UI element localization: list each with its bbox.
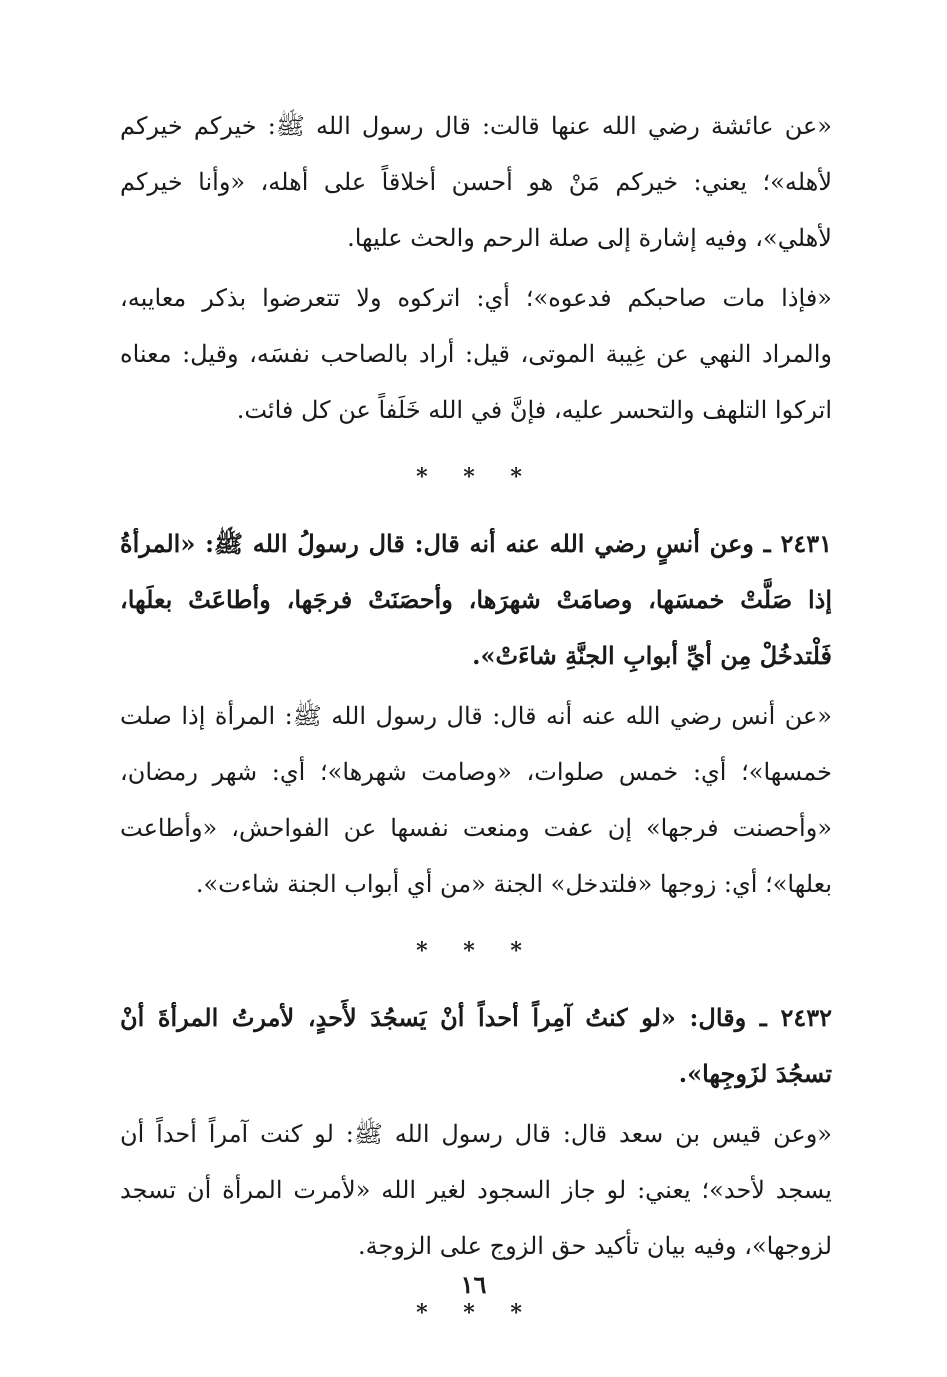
page-body <box>120 98 832 1352</box>
commentary-paragraph-death: «فإذا مات صاحبكم فدعوه»؛ أي: اتركوه ولا تتعرضوا بذكر معايبه، والمراد النهي عن غِيبة الموتى، قيل: أراد بالصاحب نفسَه، وقيل: معناه اتركوا التلهف والتحسر عليه، فإنَّ في الله خَلَفاً عن كل فائت. <box>120 284 832 424</box>
commentary-2431: «عن أنس رضي الله عنه أنه قال: قال رسول الله ﷺ: المرأة إذا صلت خمسها»؛ أي: خمس صلوات، «وصامت شهرها»؛ أي: شهر رمضان، «وأحصنت فرجها» إن عفت ومنعت نفسها عن الفواحش، «وأطاعت بعلها»؛ أي: زوجها «فلتدخل» الجنة «من أي أبواب الجنة شاءت». <box>120 702 832 898</box>
commentary-2432: «وعن قيس بن سعد قال: قال رسول الله ﷺ: لو كنت آمراً أحداً أن يسجد لأحد»؛ يعني: لو جاز السجود لغير الله «لأمرت المرأة أن تسجد لزوجها»، وفيه بيان تأكيد حق الزوج على الزوجة. <box>120 1120 832 1260</box>
section-separator: * * * <box>416 1300 536 1326</box>
page-number: ١٦ <box>460 1270 487 1299</box>
hadith-2431: ٢٤٣١ ـ وعن أنسٍ رضي الله عنه أنه قال: قال رسولُ الله ﷺ: «المرأةُ إذا صَلَّتْ خمسَها، وصامَتْ شهرَها، وأحصَنَتْ فرجَها، وأطاعَتْ بعلَها، فَلْتدخُلْ مِن أيِّ أبوابِ الجنَّةِ شاءَتْ». <box>120 529 832 670</box>
section-separator: * * * <box>416 938 536 964</box>
commentary-paragraph-aisha: «عن عائشة رضي الله عنها قالت: قال رسول الله ﷺ: خيركم خيركم لأهله»؛ يعني: خيركم مَنْ هو أحسن أخلاقاً على أهله، «وأنا خيركم لأهلي»، وفيه إشارة إلى صلة الرحم والحث عليها. <box>120 112 832 252</box>
section-separator: * * * <box>416 464 536 490</box>
hadith-2432: ٢٤٣٢ ـ وقال: «لو كنتُ آمِراً أحداً أنْ يَسجُدَ لأَحدٍ، لأمرتُ المرأةَ أنْ تسجُدَ لزَوجِها». <box>120 1003 832 1088</box>
